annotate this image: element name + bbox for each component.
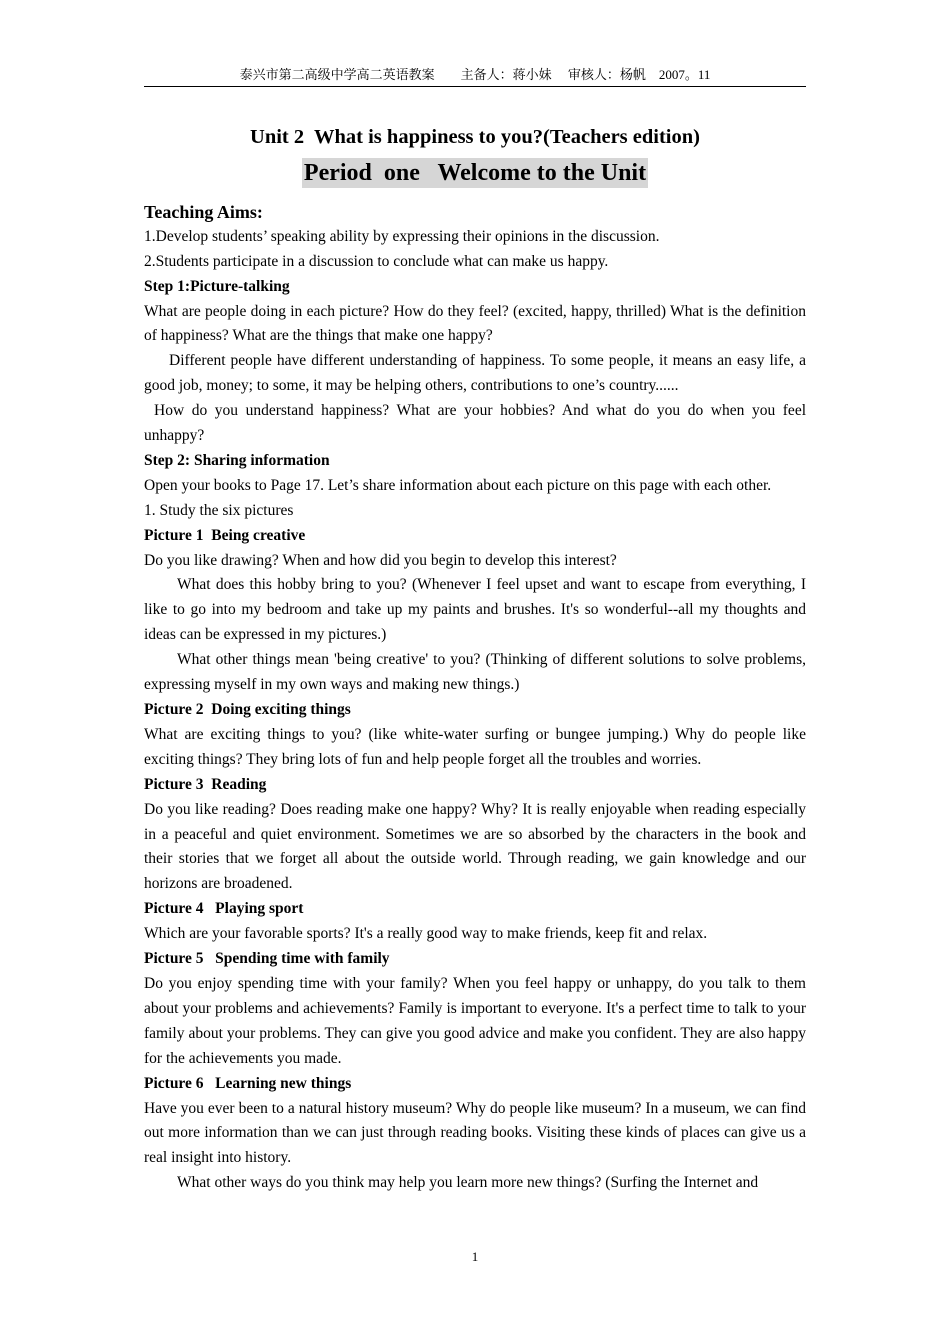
step2-heading: Step 2: Sharing information <box>144 451 330 469</box>
picture-heading: Picture 2 Doing exciting things <box>144 701 351 719</box>
picture-heading: Picture 6 Learning new things <box>144 1074 352 1092</box>
picture-heading: Picture 3 Reading <box>144 775 267 793</box>
paragraph: What are exciting things to you? (like white-water surfing or bungee jumping.) Why do people like exciting things? They bring lots of fun and help people forget all the troubles and worries. <box>144 725 806 768</box>
paragraph: What other ways do you think may help you learn more new things? (Surfing the Internet and <box>177 1174 759 1192</box>
step1-heading: Step 1:Picture-talking <box>144 277 290 295</box>
teaching-aims-heading: Teaching Aims: <box>144 202 263 222</box>
paragraph: What other things mean 'being creative' to you? (Thinking of different solutions to solve problems, expressing myself in my own ways and making new things.) <box>144 651 806 694</box>
unit-title: Unit 2 What is happiness to you?(Teachers edition) <box>250 126 700 148</box>
paragraph: Which are your favorable sports? It's a really good way to make friends, keep fit and relax. <box>144 925 708 943</box>
aim-item: 2.Students participate in a discussion to conclude what can make us happy. <box>144 252 609 270</box>
paragraph: What are people doing in each picture? How do they feel? (excited, happy, thrilled) What is the definition of happiness? What are the things that make one happy? <box>144 302 806 345</box>
paragraph: How do you understand happiness? What are your hobbies? And what do you do when you feel unhappy? <box>144 402 806 445</box>
paragraph: Have you ever been to a natural history museum? Why do people like museum? In a museum, we can find out more information than we can just through reading books. Visiting these kinds of places can give us a real insight into history. <box>144 1099 806 1167</box>
paragraph: Do you like drawing? When and how did you begin to develop this interest? <box>144 551 617 569</box>
picture-heading: Picture 1 Being creative <box>144 526 306 544</box>
picture-heading: Picture 5 Spending time with family <box>144 950 390 968</box>
aim-item: 1.Develop students’ speaking ability by expressing their opinions in the discussion. <box>144 227 660 245</box>
paragraph: Do you enjoy spending time with your family? When you feel happy or unhappy, do you talk to them about your problems and achievements? Family is important to everyone. It's a perfect time to talk to your family about your problems. They can give you good advice and make you confident. They are also happy for the achievements you made. <box>144 974 806 1067</box>
paragraph: Different people have different understanding of happiness. To some people, it means an easy life, a good job, money; to some, it may be helping others, contributions to one’s country...... <box>144 352 806 395</box>
picture-heading: Picture 4 Playing sport <box>144 900 304 918</box>
document-body <box>144 200 806 1196</box>
paragraph: What does this hobby bring to you? (Whenever I feel upset and want to escape from everything, I like to go into my bedroom and take up my paints and brushes. It's so wonderful--all my thoughts and ideas can be expressed in my pictures.) <box>144 576 806 644</box>
paragraph: Do you like reading? Does reading make one happy? Why? It is really enjoyable when reading especially in a peaceful and quiet environment. Sometimes we are so absorbed by the characters in the book and their stories that we forget all about the outside world. Through reading, we gain knowledge and our horizons are broadened. <box>144 800 806 893</box>
period-title-wrap <box>0 158 950 188</box>
paragraph: 1. Study the six pictures <box>144 501 294 519</box>
paragraph: Open your books to Page 17. Let’s share information about each picture on this page with each other. <box>144 476 772 494</box>
page-header: 泰兴市第二高级中学高二英语教案 主备人：蒋小妹 审核人：杨帆 2007。11 <box>144 66 806 87</box>
page-number: 1 <box>471 1249 479 1264</box>
period-title: Period one Welcome to the Unit <box>303 160 647 186</box>
